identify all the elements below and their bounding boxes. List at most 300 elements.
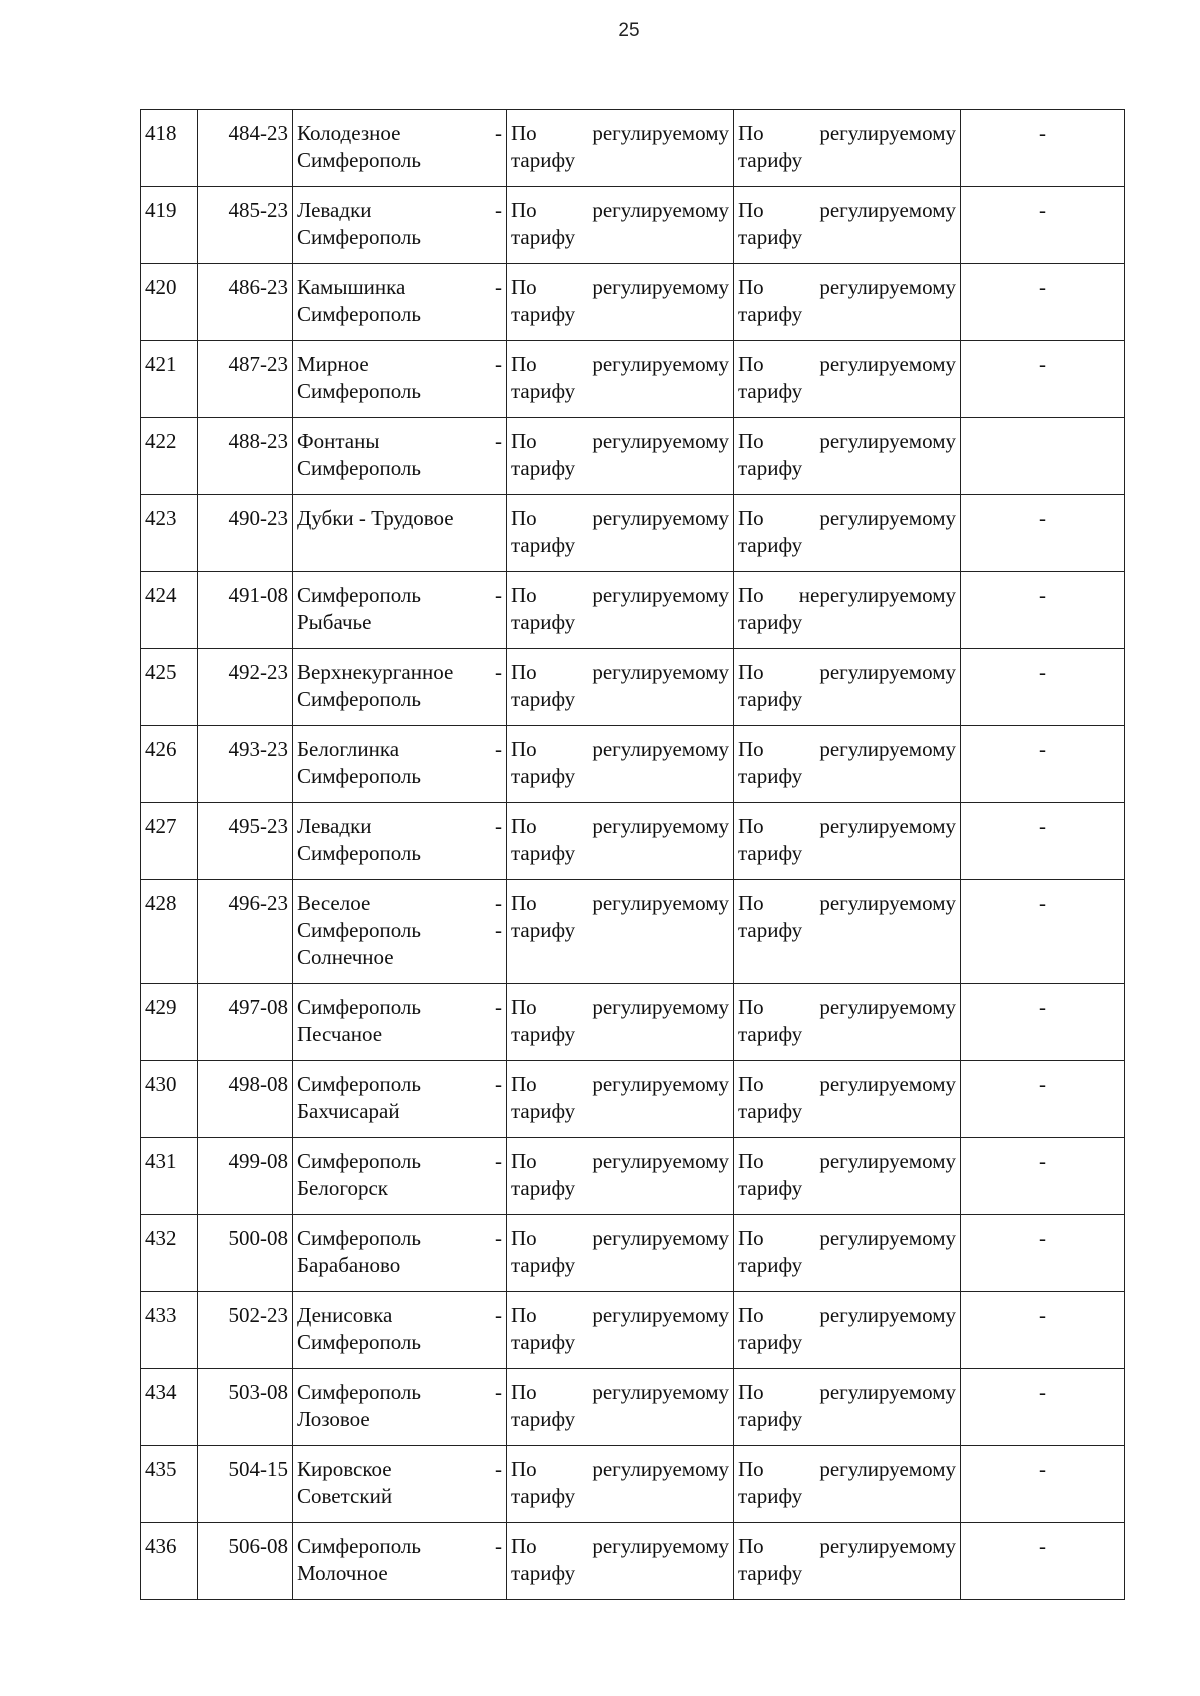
route-code-cell [198,1523,293,1600]
tariff-cell-primary [507,1369,734,1446]
note-cell [961,418,1125,495]
tariff-word: тарифу [511,687,576,711]
route-stop: Веселое [297,891,371,915]
tariff-word: По [738,1457,764,1481]
route-code-cell [198,1061,293,1138]
table-row [141,418,1125,495]
row-number: 421 [145,352,177,376]
tariff-word: тарифу [738,456,803,480]
tariff-word: регулируемому [592,1380,729,1404]
route-name-line [297,1148,502,1175]
tariff-cell-secondary [734,803,961,880]
tariff-word: По [738,737,764,761]
route-name-line [297,686,502,713]
route-stop: Симферополь [297,302,421,326]
route-name-cell [293,649,507,726]
route-name-line [297,1252,502,1279]
tariff-line [738,736,956,763]
route-name-line [297,1406,502,1433]
route-code: 500-08 [228,1226,288,1250]
route-code-cell [198,187,293,264]
tariff-word: тарифу [738,533,803,557]
tariff-word: По [511,1457,537,1481]
tariff-line [511,1175,729,1202]
tariff-word: тарифу [738,148,803,172]
row-number-cell [141,649,198,726]
row-number: 422 [145,429,177,453]
tariff-word: По [511,198,537,222]
row-number: 432 [145,1226,177,1250]
tariff-line [738,1098,956,1125]
tariff-word: регулируемому [592,275,729,299]
tariff-word: По [511,1072,537,1096]
note-cell [961,187,1125,264]
route-name-cell [293,1523,507,1600]
tariff-line [511,1456,729,1483]
tariff-word: регулируемому [592,995,729,1019]
row-number: 433 [145,1303,177,1327]
tariff-line [738,1379,956,1406]
route-stop: Симферополь [297,687,421,711]
tariff-word: тарифу [511,1099,576,1123]
tariff-cell-secondary [734,1446,961,1523]
route-name-line [297,428,502,455]
route-name-line [297,890,502,917]
tariff-cell-secondary [734,984,961,1061]
route-name-line [297,840,502,867]
route-stop: Симферополь [297,995,421,1019]
route-stop: Симферополь [297,379,421,403]
tariff-line [738,1021,956,1048]
tariff-word: тарифу [511,1176,576,1200]
tariff-cell-secondary [734,1215,961,1292]
route-name-line [297,1225,502,1252]
tariff-word: По [511,506,537,530]
tariff-word: По [511,995,537,1019]
tariff-word: тарифу [511,533,576,557]
tariff-cell-secondary [734,1061,961,1138]
tariff-cell-secondary [734,264,961,341]
tariff-word: регулируемому [592,583,729,607]
tariff-word: По [738,352,764,376]
note-value: - [1039,737,1046,761]
tariff-word: регулируемому [819,1534,956,1558]
note-cell [961,264,1125,341]
route-separator: - [495,1457,502,1481]
note-cell [961,572,1125,649]
tariff-line [738,428,956,455]
route-stop: Денисовка [297,1303,393,1327]
note-value: - [1039,1072,1046,1096]
tariff-word: тарифу [738,225,803,249]
tariff-line [511,1252,729,1279]
route-code-cell [198,341,293,418]
note-cell [961,984,1125,1061]
route-code-cell [198,1215,293,1292]
tariff-word: регулируемому [819,1303,956,1327]
tariff-word: По [738,660,764,684]
tariff-line [511,840,729,867]
route-code-cell [198,726,293,803]
route-separator: - [495,918,502,942]
table-row [141,495,1125,572]
route-stop: Барабаново [297,1253,401,1277]
tariff-cell-primary [507,572,734,649]
route-name-line [297,505,502,532]
note-cell [961,1061,1125,1138]
table-row [141,984,1125,1061]
tariff-line [511,1148,729,1175]
tariff-line [738,455,956,482]
tariff-word: По [511,1149,537,1173]
tariff-line [511,1329,729,1356]
route-name-line [297,1071,502,1098]
route-name-line [297,1329,502,1356]
route-name-cell [293,1446,507,1523]
route-code: 497-08 [228,995,288,1019]
route-code-cell [198,1446,293,1523]
tariff-word: тарифу [511,225,576,249]
tariff-word: тарифу [738,1099,803,1123]
tariff-line [511,736,729,763]
note-cell [961,1292,1125,1369]
tariff-line [511,659,729,686]
tariff-line [511,1021,729,1048]
tariff-word: По [738,1534,764,1558]
tariff-word: тарифу [738,1330,803,1354]
tariff-word: тарифу [738,1253,803,1277]
route-stop: Песчаное [297,1022,383,1046]
tariff-word: По [511,429,537,453]
routes-table [140,109,1125,1600]
tariff-word: регулируемому [819,1149,956,1173]
tariff-word: По [511,352,537,376]
route-stop: Молочное [297,1561,388,1585]
note-cell [961,495,1125,572]
route-code-cell [198,984,293,1061]
route-name-line [297,147,502,174]
tariff-cell-secondary [734,187,961,264]
tariff-cell-primary [507,341,734,418]
row-number-cell [141,187,198,264]
tariff-line [738,609,956,636]
row-number: 436 [145,1534,177,1558]
tariff-word: По [511,275,537,299]
route-code-cell [198,1369,293,1446]
tariff-word: тарифу [738,918,803,942]
tariff-word: По [511,737,537,761]
route-separator: - [495,891,502,915]
note-value: - [1039,1457,1046,1481]
tariff-word: тарифу [511,1407,576,1431]
table-row [141,880,1125,984]
route-separator: - [495,1072,502,1096]
row-number-cell [141,726,198,803]
tariff-line [738,301,956,328]
route-code: 485-23 [228,198,288,222]
route-code-cell [198,572,293,649]
tariff-word: регулируемому [592,891,729,915]
tariff-word: регулируемому [819,1226,956,1250]
table-row [141,264,1125,341]
route-code-cell [198,1292,293,1369]
route-code: 503-08 [228,1380,288,1404]
tariff-word: тарифу [511,1561,576,1585]
tariff-line [511,351,729,378]
note-cell [961,726,1125,803]
route-name-line [297,609,502,636]
note-cell [961,1138,1125,1215]
route-code-cell [198,649,293,726]
tariff-word: регулируемому [819,660,956,684]
row-number: 418 [145,121,177,145]
tariff-word: тарифу [738,1407,803,1431]
route-name-line [297,1533,502,1560]
table-row [141,1446,1125,1523]
route-name-line [297,301,502,328]
route-name-cell [293,264,507,341]
route-code: 504-15 [228,1457,288,1481]
route-name-line [297,120,502,147]
table-row [141,1215,1125,1292]
route-name-line [297,1021,502,1048]
note-value: - [1039,352,1046,376]
tariff-word: По [738,429,764,453]
note-value: - [1039,891,1046,915]
route-code-cell [198,880,293,984]
tariff-word: тарифу [511,1022,576,1046]
route-stop: Рыбачье [297,610,372,634]
tariff-cell-primary [507,110,734,187]
tariff-word: тарифу [511,1484,576,1508]
table-row [141,803,1125,880]
tariff-cell-secondary [734,110,961,187]
tariff-word: регулируемому [819,995,956,1019]
route-name-cell [293,110,507,187]
route-name-line [297,917,502,944]
tariff-line [511,763,729,790]
tariff-word: регулируемому [592,1457,729,1481]
tariff-line [511,301,729,328]
note-value: - [1039,814,1046,838]
route-stop: Лозовое [297,1407,370,1431]
tariff-word: регулируемому [592,1303,729,1327]
tariff-word: регулируемому [819,891,956,915]
tariff-line [738,532,956,559]
tariff-line [738,994,956,1021]
tariff-line [511,1560,729,1587]
route-name-cell [293,341,507,418]
tariff-word: По [738,891,764,915]
route-stop: Колодезное [297,121,401,145]
tariff-line [738,1483,956,1510]
tariff-word: регулируемому [819,1380,956,1404]
tariff-cell-primary [507,649,734,726]
route-name-line [297,224,502,251]
row-number: 434 [145,1380,177,1404]
table-row [141,110,1125,187]
route-name-cell [293,1292,507,1369]
tariff-word: регулируемому [819,275,956,299]
route-stop: Фонтаны [297,429,380,453]
tariff-line [511,813,729,840]
route-code: 490-23 [228,506,288,530]
route-stop: Симферополь [297,841,421,865]
route-stop: Симферополь [297,1149,421,1173]
tariff-line [511,1302,729,1329]
route-stop: Советский [297,1484,393,1508]
tariff-word: По [511,1303,537,1327]
tariff-word: По [738,1149,764,1173]
route-code-cell [198,418,293,495]
route-code: 484-23 [228,121,288,145]
route-code-cell [198,495,293,572]
note-value: - [1039,995,1046,1019]
tariff-cell-primary [507,1446,734,1523]
row-number: 431 [145,1149,177,1173]
table-row [141,726,1125,803]
tariff-line [511,1483,729,1510]
tariff-word: тарифу [738,610,803,634]
note-cell [961,341,1125,418]
note-value: - [1039,1226,1046,1250]
tariff-word: регулируемому [592,352,729,376]
tariff-word: тарифу [511,610,576,634]
row-number-cell [141,341,198,418]
tariff-cell-secondary [734,880,961,984]
tariff-cell-secondary [734,418,961,495]
tariff-line [511,455,729,482]
route-stop: Симферополь [297,764,421,788]
table-row [141,1061,1125,1138]
tariff-word: регулируемому [592,198,729,222]
route-code: 493-23 [228,737,288,761]
row-number-cell [141,803,198,880]
tariff-cell-secondary [734,1369,961,1446]
tariff-line [511,274,729,301]
tariff-line [738,917,956,944]
row-number: 423 [145,506,177,530]
row-number-cell [141,418,198,495]
route-name-cell [293,984,507,1061]
tariff-cell-primary [507,418,734,495]
tariff-cell-secondary [734,495,961,572]
route-stop: Симферополь [297,1534,421,1558]
route-code-cell [198,1138,293,1215]
tariff-word: По [511,1226,537,1250]
route-stop: Кировское [297,1457,392,1481]
tariff-line [511,378,729,405]
note-value: - [1039,583,1046,607]
tariff-line [511,890,729,917]
route-stop: Симферополь [297,1072,421,1096]
tariff-word: По [738,506,764,530]
note-cell [961,1446,1125,1523]
route-name-line [297,1560,502,1587]
tariff-line [511,505,729,532]
tariff-word: По [738,121,764,145]
route-code: 495-23 [228,814,288,838]
tariff-line [738,197,956,224]
tariff-cell-primary [507,1138,734,1215]
note-cell [961,110,1125,187]
route-name-line [297,582,502,609]
tariff-line [511,582,729,609]
row-number-cell [141,1215,198,1292]
tariff-cell-secondary [734,1523,961,1600]
route-separator: - [495,583,502,607]
tariff-word: По [738,198,764,222]
route-name-cell [293,726,507,803]
route-name-line [297,813,502,840]
tariff-word: регулируемому [819,1457,956,1481]
route-separator: - [495,429,502,453]
tariff-word: нерегулируемому [798,583,956,607]
route-separator: - [495,814,502,838]
tariff-line [511,224,729,251]
tariff-line [738,224,956,251]
row-number-cell [141,1292,198,1369]
tariff-word: тарифу [511,456,576,480]
tariff-line [738,1406,956,1433]
route-stop: Белогорск [297,1176,388,1200]
route-name-line [297,736,502,763]
row-number: 430 [145,1072,177,1096]
route-separator: - [495,121,502,145]
tariff-word: По [511,891,537,915]
tariff-line [738,582,956,609]
tariff-word: По [511,583,537,607]
route-stop: Симферополь [297,1330,421,1354]
route-name-line [297,659,502,686]
route-code: 486-23 [228,275,288,299]
route-separator: - [495,275,502,299]
tariff-line [738,1225,956,1252]
note-value: - [1039,660,1046,684]
route-stop: Мирное [297,352,369,376]
tariff-line [511,532,729,559]
route-code-cell [198,110,293,187]
note-value: - [1039,275,1046,299]
tariff-word: тарифу [738,764,803,788]
row-number-cell [141,110,198,187]
tariff-line [511,428,729,455]
row-number: 424 [145,583,177,607]
tariff-line [738,1175,956,1202]
tariff-word: регулируемому [819,352,956,376]
row-number-cell [141,1446,198,1523]
route-stop: Симферополь [297,1226,421,1250]
route-separator: - [495,737,502,761]
route-name-cell [293,572,507,649]
route-code-cell [198,264,293,341]
row-number: 427 [145,814,177,838]
row-number: 429 [145,995,177,1019]
route-stop: Симферополь [297,1380,421,1404]
tariff-word: По [738,814,764,838]
tariff-line [738,1252,956,1279]
note-value: - [1039,1303,1046,1327]
route-code: 488-23 [228,429,288,453]
route-name-line [297,1456,502,1483]
tariff-word: По [511,660,537,684]
tariff-line [738,763,956,790]
tariff-word: По [738,995,764,1019]
route-name-cell [293,1061,507,1138]
row-number-cell [141,984,198,1061]
table-row [141,649,1125,726]
tariff-line [511,1379,729,1406]
